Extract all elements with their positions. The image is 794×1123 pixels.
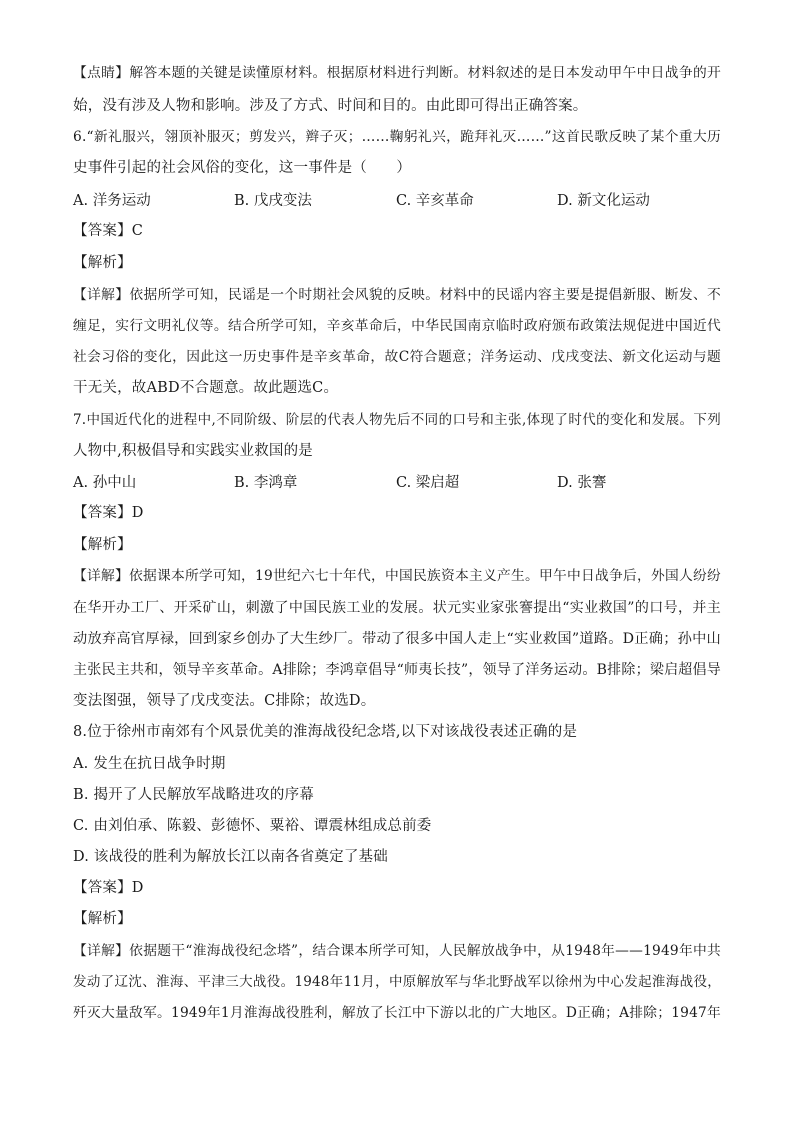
q7-option-b: B. 李鸿章 — [234, 475, 298, 491]
q8-option-d: D. 该战役的胜利为解放长江以南各省奠定了基础 — [73, 849, 388, 865]
q7-detail-line-4: 主张民主共和，领导辛亥革命。A排除；李鸿章倡导“师夷长技”，领导了洋务运动。B排除；梁启超倡导 — [73, 662, 721, 678]
q6-option-b: B. 戊戌变法 — [234, 193, 312, 209]
dianjing-line-2: 始，没有涉及人物和影响。涉及了方式、时间和目的。由此即可得出正确答案。 — [73, 98, 588, 114]
q8-detail-line-1: 【详解】依据题干“淮海战役纪念塔”，结合课本所学可知，人民解放战争中，从1948年——1949年中共 — [73, 943, 722, 959]
q7-option-a: A. 孙中山 — [73, 475, 137, 491]
q6-option-a: A. 洋务运动 — [73, 193, 151, 209]
q7-answer: 【答案】D — [73, 505, 144, 521]
q7-detail-line-1: 【详解】依据课本所学可知，19世纪六七十年代，中国民族资本主义产生。甲午中日战争后，外国人纷纷 — [73, 568, 721, 584]
q7-option-c: C. 梁启超 — [396, 475, 460, 491]
q8-stem-line-1: 8.位于徐州市南郊有个风景优美的淮海战役纪念塔,以下对该战役表述正确的是 — [73, 724, 578, 740]
q7-detail-line-3: 动放弃高官厚禄，回到家乡创办了大生纱厂。带动了很多中国人走上“实业救国”道路。D正确；孙中山 — [73, 631, 721, 647]
q6-analysis-label: 【解析】 — [73, 255, 132, 271]
q6-detail-line-2: 缠足，实行文明礼仪等。结合所学可知，辛亥革命后，中华民国南京临时政府颁布政策法规促进中国近代 — [73, 318, 721, 334]
q7-stem-line-2: 人物中,积极倡导和实践实业救国的是 — [73, 443, 314, 459]
q6-detail-line-3: 社会习俗的变化，因此这一历史事件是辛亥革命，故C符合题意；洋务运动、戊戌变法、新文化运动与题 — [73, 349, 721, 365]
q8-option-a: A. 发生在抗日战争时期 — [73, 756, 226, 772]
dianjing-line-1: 【点睛】解答本题的关键是读懂原材料。根据原材料进行判断。材料叙述的是日本发动甲午中日战争的开 — [73, 65, 721, 81]
q8-detail-line-2: 发动了辽沈、淮海、平津三大战役。1948年11月，中原解放军与华北野战军以徐州为中心发起淮海战役， — [73, 974, 721, 990]
q6-detail-line-4: 干无关，故ABD不合题意。故此题选C。 — [73, 380, 339, 396]
q6-stem-line-1: 6.“新礼服兴，翎顶补服灭；剪发兴，辫子灭；……鞠躬礼兴，跪拜礼灭……”这首民歌反映了某个重大历 — [73, 129, 721, 145]
q6-option-d: D. 新文化运动 — [557, 193, 650, 209]
q8-answer: 【答案】D — [73, 880, 144, 896]
q6-detail-line-1: 【详解】依据所学可知，民谣是一个时期社会风貌的反映。材料中的民谣内容主要是提倡新服、断发、不 — [73, 287, 721, 303]
q8-detail-line-3: 歼灭大量敌军。1949年1月淮海战役胜利，解放了长江中下游以北的广大地区。D正确；A排除；1947年 — [73, 1005, 721, 1021]
q8-option-b: B. 揭开了人民解放军战略进攻的序幕 — [73, 787, 314, 803]
q7-analysis-label: 【解析】 — [73, 537, 132, 553]
q7-option-d: D. 张謇 — [557, 475, 607, 491]
q6-stem-line-2: 史事件引起的社会风俗的变化，这一事件是（ ） — [73, 160, 412, 176]
q6-option-c: C. 辛亥革命 — [396, 193, 474, 209]
q7-detail-line-5: 变法图强，领导了戊戌变法。C排除；故选D。 — [73, 693, 376, 709]
q8-option-c: C. 由刘伯承、陈毅、彭德怀、粟裕、谭震林组成总前委 — [73, 818, 432, 834]
q6-answer: 【答案】C — [73, 223, 144, 239]
q7-detail-line-2: 在华开办工厂、开采矿山，刺激了中国民族工业的发展。状元实业家张謇提出“实业救国”的口号，并主 — [73, 600, 721, 616]
q8-analysis-label: 【解析】 — [73, 911, 132, 927]
q7-stem-line-1: 7.中国近代化的进程中,不同阶级、阶层的代表人物先后不同的口号和主张,体现了时代的变化和发展。下列 — [73, 412, 721, 428]
